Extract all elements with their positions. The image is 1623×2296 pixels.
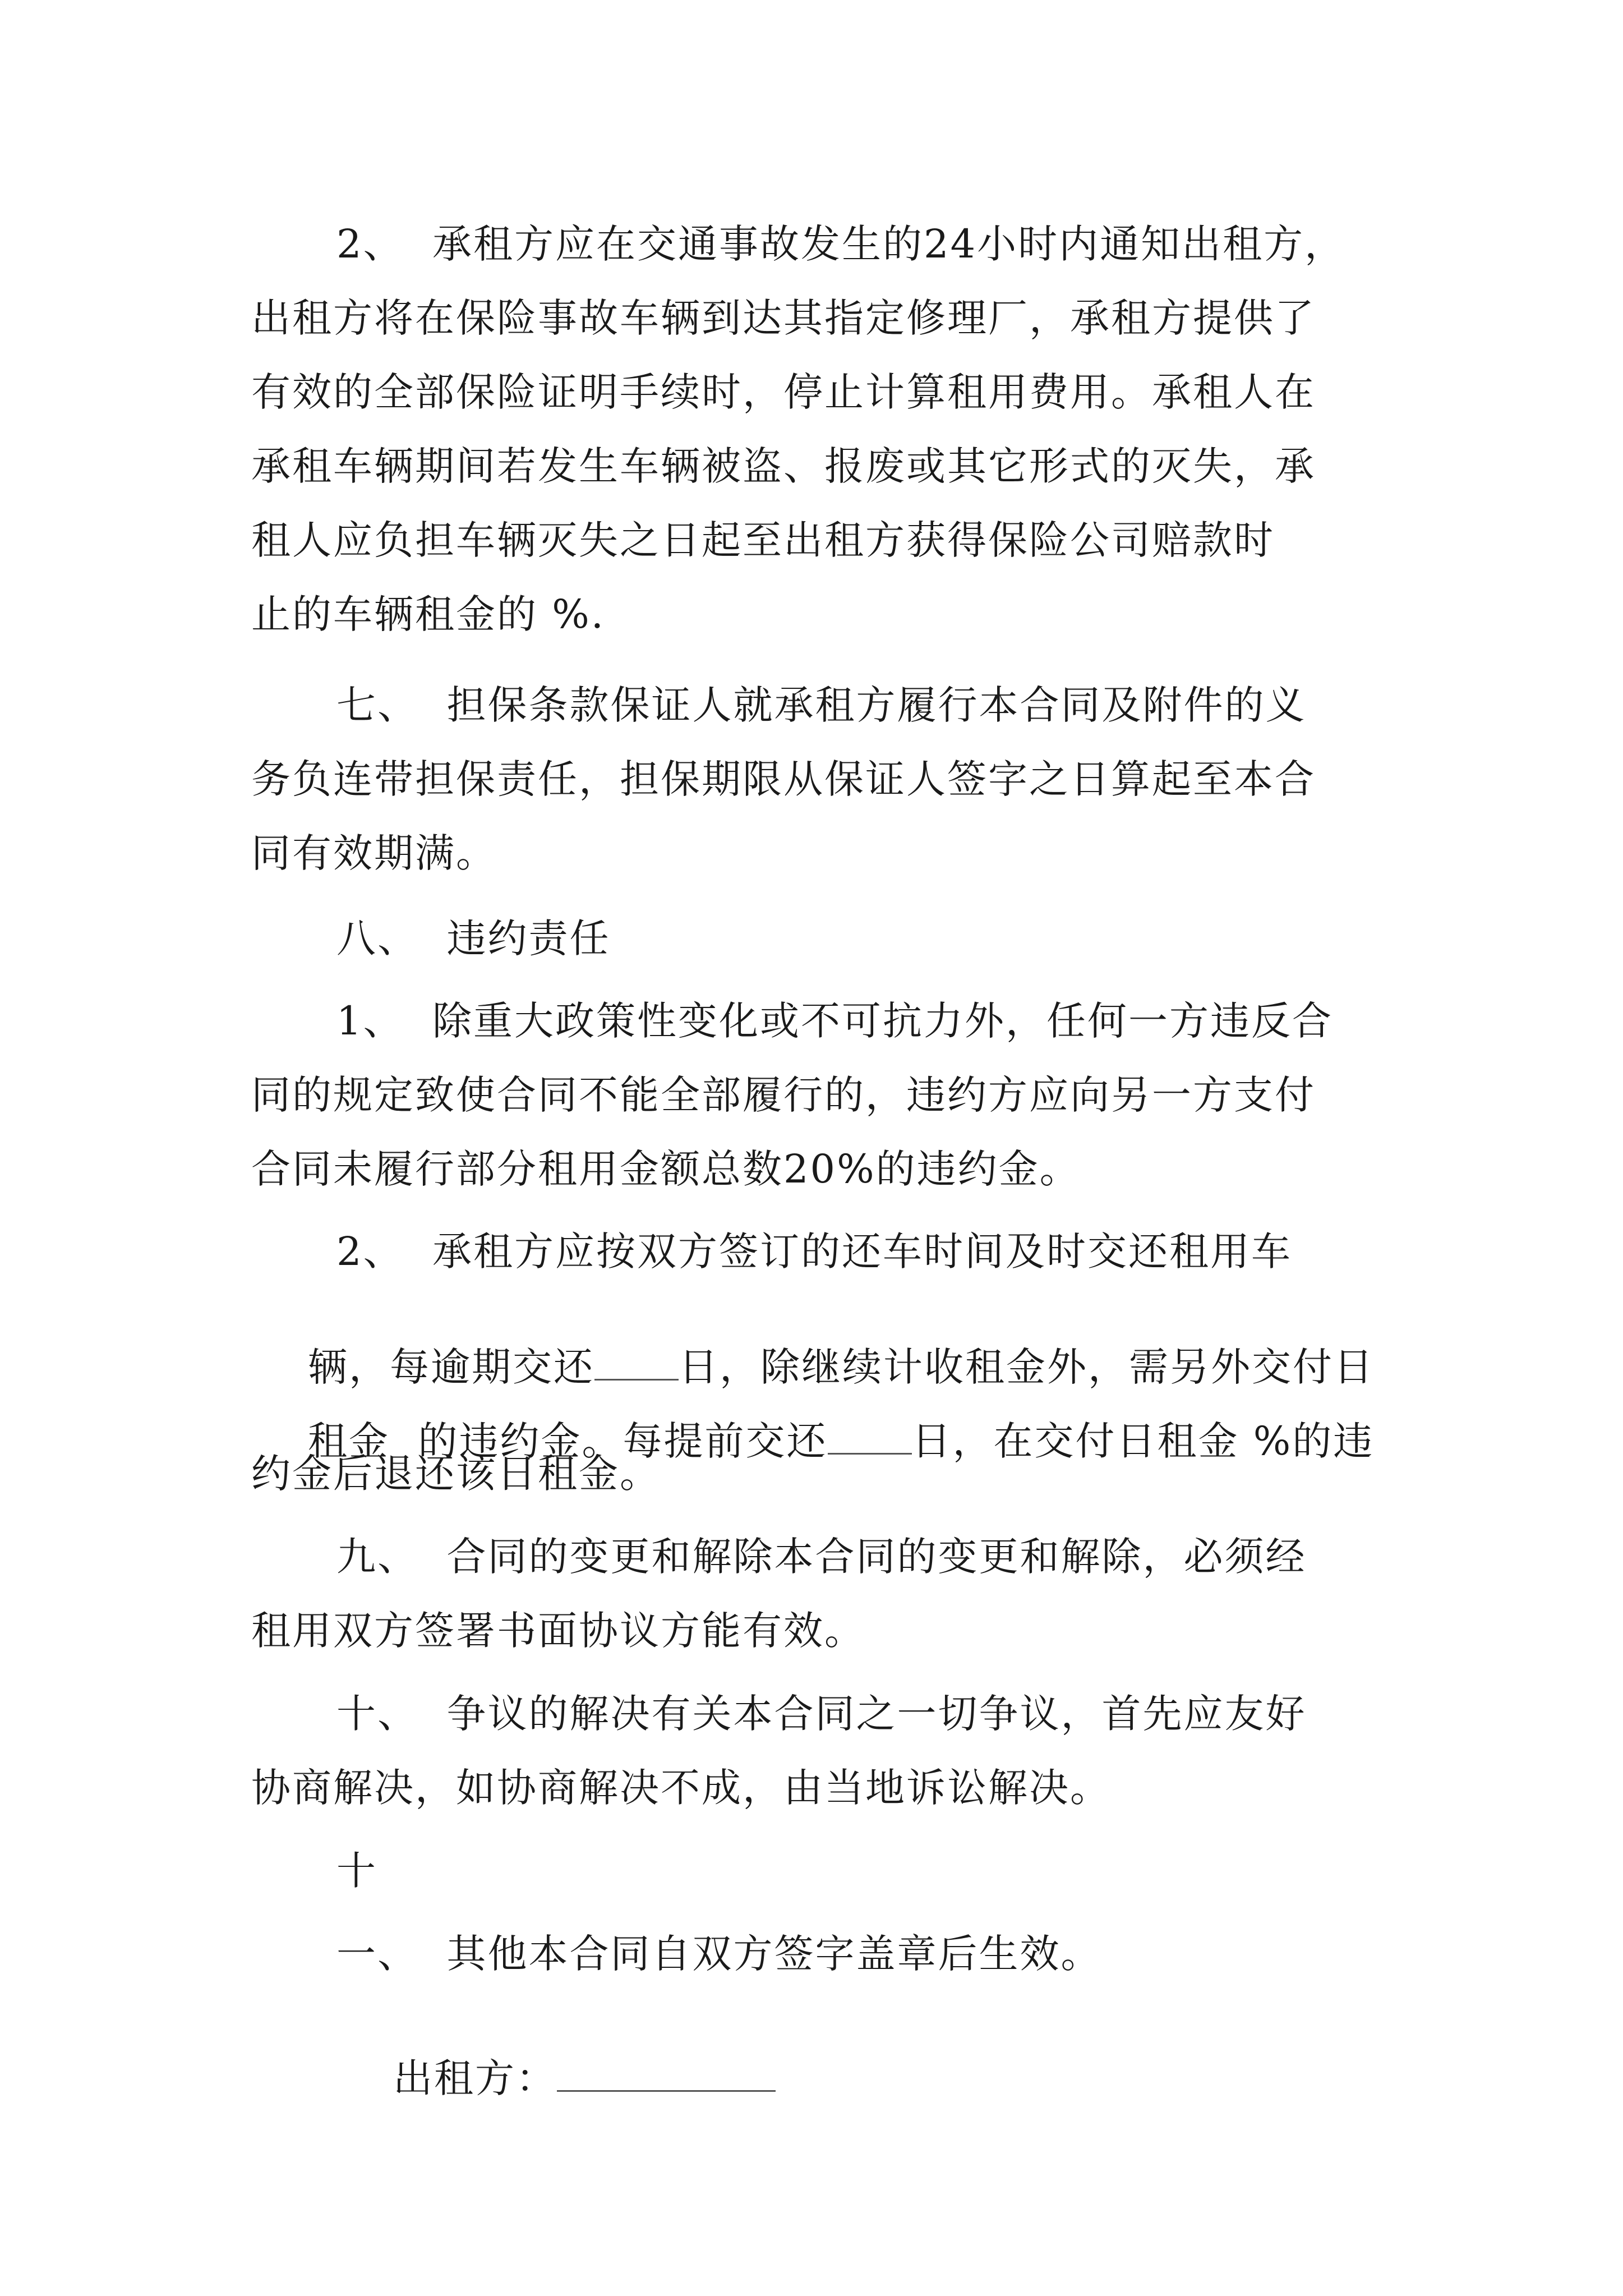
paragraph-line: 同的规定致使合同不能全部履行的，违约方应向另一方支付	[251, 1072, 1316, 1118]
text-segment: 辆，每逾期交还	[308, 1344, 595, 1390]
signature-blank	[557, 2056, 776, 2092]
paragraph-line: 协商解决，如协商解决不成，由当地诉讼解决。	[251, 1765, 1111, 1811]
paragraph-line: 2、 承租方应按双方签订的还车时间及时交还租用车	[336, 1228, 1293, 1274]
section-heading: 八、 违约责任	[336, 915, 611, 961]
paragraph-line: 止的车辆租金的 %.	[251, 591, 606, 637]
paragraph-line: 十、 争议的解决有关本合同之一切争议，首先应友好	[336, 1691, 1307, 1737]
paragraph-line: 一、 其他本合同自双方签字盖章后生效。	[336, 1931, 1102, 1977]
paragraph-line: 有效的全部保险证明手续时，停止计算租用费用。承租人在	[251, 369, 1316, 415]
text-segment: 日，在交付日租金 %的违	[911, 1418, 1375, 1464]
text-segment: 日，除继续计收租金外，需另外交付日	[679, 1344, 1375, 1390]
paragraph-line: 出租方将在保险事故车辆到达其指定修理厂，承租方提供了	[251, 295, 1316, 341]
text-segment: 租金 的违约金。每提前交还	[308, 1418, 828, 1464]
paragraph-line: 租用双方签署书面协议方能有效。	[251, 1608, 865, 1654]
fill-in-blank	[828, 1419, 912, 1455]
fill-in-blank	[594, 1345, 679, 1381]
signature-line	[336, 2017, 776, 2137]
paragraph-line: 约金后退还该日租金。	[251, 1451, 661, 1497]
signature-label: 出租方：	[393, 2055, 557, 2101]
paragraph-line: 承租车辆期间若发生车辆被盗、报废或其它形式的灭失，承	[251, 443, 1316, 489]
paragraph-line: 2、 承租方应在交通事故发生的24小时内通知出租方，	[336, 221, 1346, 267]
paragraph-line: 九、 合同的变更和解除本合同的变更和解除，必须经	[336, 1534, 1307, 1580]
paragraph-line: 租人应负担车辆灭失之日起至出租方获得保险公司赔款时	[251, 517, 1275, 563]
paragraph-line: 1、 除重大政策性变化或不可抗力外，任何一方违反合	[336, 998, 1334, 1044]
paragraph-line: 七、 担保条款保证人就承租方履行本合同及附件的义	[336, 682, 1307, 728]
paragraph-line: 十	[336, 1848, 377, 1894]
paragraph-line: 同有效期满。	[251, 830, 497, 876]
paragraph-line: 合同未履行部分租用金额总数20%的违约金。	[251, 1146, 1081, 1192]
paragraph-line: 务负连带担保责任，担保期限从保证人签字之日算起至本合	[251, 756, 1316, 802]
